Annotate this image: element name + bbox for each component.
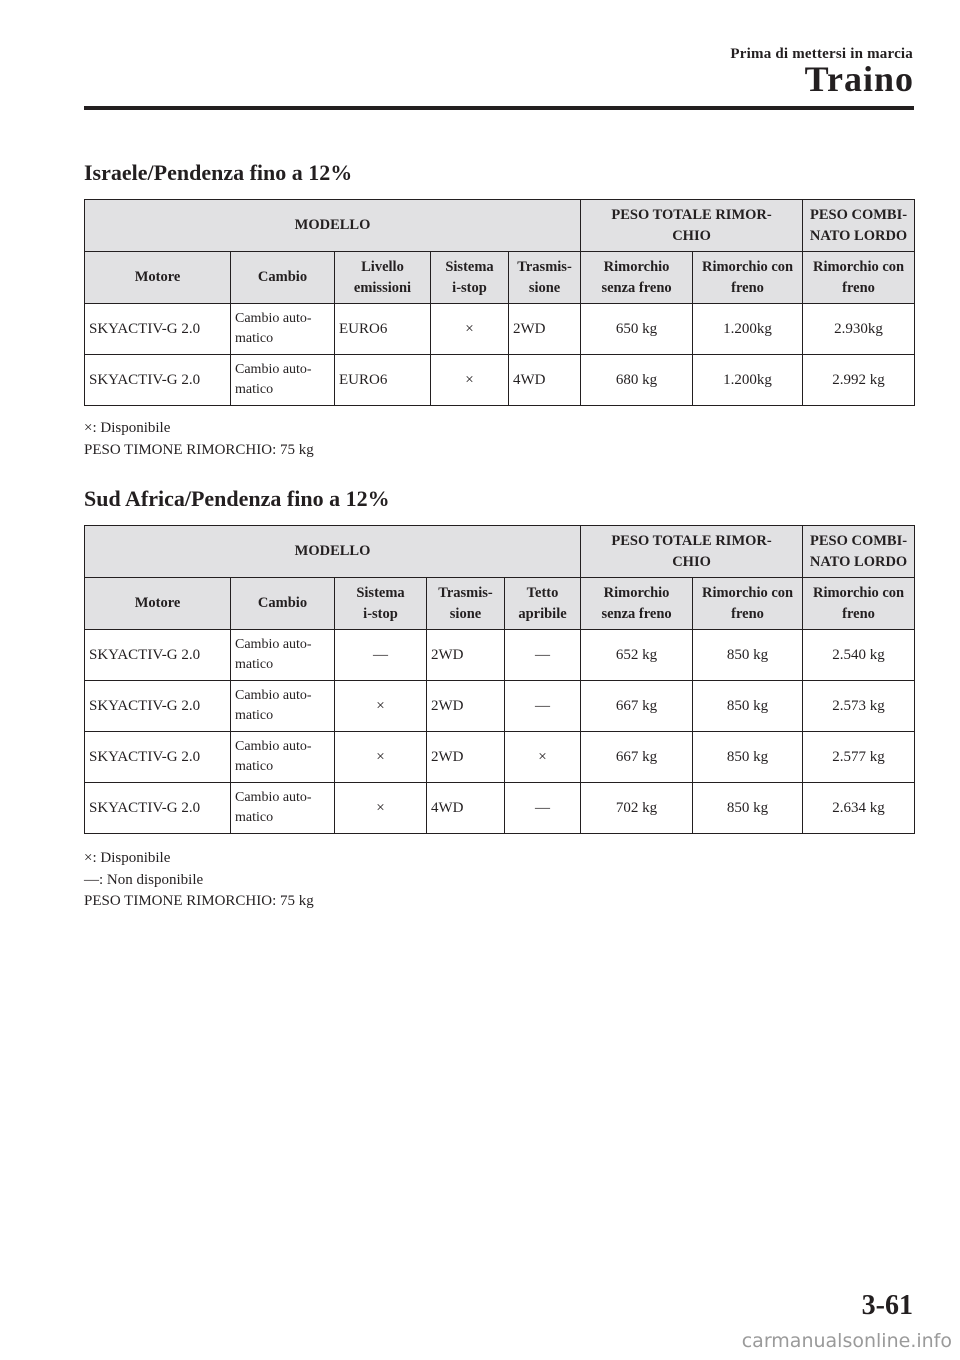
south-africa-tow-table bbox=[84, 525, 915, 834]
column-header: Rimorchio senza freno bbox=[581, 578, 693, 630]
cell-engine: SKYACTIV-G 2.0 bbox=[85, 355, 231, 406]
group-header-gross-weight: PESO COMBI- NATO LORDO bbox=[803, 200, 915, 252]
column-header: Rimorchio senza freno bbox=[581, 252, 693, 304]
cell-transmission-type: Cambio auto- matico bbox=[231, 630, 335, 681]
cell-istop: × bbox=[335, 681, 427, 732]
table-row bbox=[85, 783, 915, 834]
header-rule bbox=[84, 106, 914, 110]
column-header: Trasmis- sione bbox=[427, 578, 505, 630]
cell-engine: SKYACTIV-G 2.0 bbox=[85, 681, 231, 732]
cell-istop: — bbox=[335, 630, 427, 681]
cell-drive: 2WD bbox=[427, 630, 505, 681]
column-header: Rimorchio con freno bbox=[803, 578, 915, 630]
cell-unbraked: 650 kg bbox=[581, 304, 693, 355]
cell-istop: × bbox=[431, 355, 509, 406]
cell-sunroof: × bbox=[505, 732, 581, 783]
cell-drive: 2WD bbox=[509, 304, 581, 355]
table-row bbox=[85, 732, 915, 783]
column-header: Trasmis- sione bbox=[509, 252, 581, 304]
cell-drive: 4WD bbox=[509, 355, 581, 406]
cell-transmission-type: Cambio auto- matico bbox=[231, 304, 335, 355]
cell-transmission-type: Cambio auto- matico bbox=[231, 783, 335, 834]
column-header: Sistema i-stop bbox=[431, 252, 509, 304]
cell-istop: × bbox=[335, 732, 427, 783]
cell-gross: 2.577 kg bbox=[803, 732, 915, 783]
cell-braked: 1.200kg bbox=[693, 304, 803, 355]
cell-engine: SKYACTIV-G 2.0 bbox=[85, 732, 231, 783]
column-header: Cambio bbox=[231, 578, 335, 630]
note-not-available: —: Non disponibile bbox=[84, 871, 204, 888]
group-header-model: MODELLO bbox=[85, 526, 581, 578]
israel-notes bbox=[84, 418, 314, 461]
section-title-israel: Israele/Pendenza fino a 12% bbox=[84, 160, 353, 185]
cell-engine: SKYACTIV-G 2.0 bbox=[85, 783, 231, 834]
cell-engine: SKYACTIV-G 2.0 bbox=[85, 304, 231, 355]
cell-transmission-type: Cambio auto- matico bbox=[231, 681, 335, 732]
watermark: carmanualsonline.info bbox=[741, 1330, 952, 1352]
cell-istop: × bbox=[431, 304, 509, 355]
cell-gross: 2.992 kg bbox=[803, 355, 915, 406]
cell-drive: 4WD bbox=[427, 783, 505, 834]
group-header-gross-weight: PESO COMBI- NATO LORDO bbox=[803, 526, 915, 578]
cell-gross: 2.930kg bbox=[803, 304, 915, 355]
israel-tow-table bbox=[84, 199, 915, 406]
cell-braked: 850 kg bbox=[693, 732, 803, 783]
column-header: Sistema i-stop bbox=[335, 578, 427, 630]
column-header: Cambio bbox=[231, 252, 335, 304]
cell-sunroof: — bbox=[505, 630, 581, 681]
column-header: Rimorchio con freno bbox=[693, 578, 803, 630]
cell-emissions: EURO6 bbox=[335, 355, 431, 406]
south-africa-notes bbox=[84, 848, 314, 913]
column-header: Rimorchio con freno bbox=[693, 252, 803, 304]
group-header-model: MODELLO bbox=[85, 200, 581, 252]
cell-drive: 2WD bbox=[427, 732, 505, 783]
cell-unbraked: 667 kg bbox=[581, 732, 693, 783]
note-tongue-weight: PESO TIMONE RIMORCHIO: 75 kg bbox=[84, 893, 314, 909]
cell-gross: 2.573 kg bbox=[803, 681, 915, 732]
note-available: ×: Disponibile bbox=[84, 420, 171, 436]
cell-gross: 2.540 kg bbox=[803, 630, 915, 681]
cell-braked: 850 kg bbox=[693, 630, 803, 681]
page-number: 3-61 bbox=[861, 1290, 913, 1321]
cell-istop: × bbox=[335, 783, 427, 834]
cell-emissions: EURO6 bbox=[335, 304, 431, 355]
header-section: Prima di mettersi in marcia bbox=[730, 46, 913, 62]
cell-engine: SKYACTIV-G 2.0 bbox=[85, 630, 231, 681]
column-header: Motore bbox=[85, 252, 231, 304]
cell-braked: 1.200kg bbox=[693, 355, 803, 406]
section-title-south-africa: Sud Africa/Pendenza fino a 12% bbox=[84, 486, 390, 511]
cell-braked: 850 kg bbox=[693, 783, 803, 834]
table-row bbox=[85, 681, 915, 732]
cell-gross: 2.634 kg bbox=[803, 783, 915, 834]
group-header-trailer-weight: PESO TOTALE RIMOR- CHIO bbox=[581, 526, 803, 578]
table-row bbox=[85, 304, 915, 355]
cell-sunroof: — bbox=[505, 783, 581, 834]
column-header: Rimorchio con freno bbox=[803, 252, 915, 304]
column-header: Tetto apribile bbox=[505, 578, 581, 630]
cell-sunroof: — bbox=[505, 681, 581, 732]
cell-unbraked: 680 kg bbox=[581, 355, 693, 406]
note-tongue-weight: PESO TIMONE RIMORCHIO: 75 kg bbox=[84, 441, 314, 458]
table-row bbox=[85, 630, 915, 681]
page-title: Traino bbox=[804, 59, 914, 99]
cell-unbraked: 702 kg bbox=[581, 783, 693, 834]
cell-drive: 2WD bbox=[427, 681, 505, 732]
cell-transmission-type: Cambio auto- matico bbox=[231, 355, 335, 406]
group-header-trailer-weight: PESO TOTALE RIMOR- CHIO bbox=[581, 200, 803, 252]
cell-braked: 850 kg bbox=[693, 681, 803, 732]
cell-transmission-type: Cambio auto- matico bbox=[231, 732, 335, 783]
note-available: ×: Disponibile bbox=[84, 850, 171, 866]
column-header: Motore bbox=[85, 578, 231, 630]
cell-unbraked: 667 kg bbox=[581, 681, 693, 732]
column-header: Livello emissioni bbox=[335, 252, 431, 304]
table-row bbox=[85, 355, 915, 406]
cell-unbraked: 652 kg bbox=[581, 630, 693, 681]
